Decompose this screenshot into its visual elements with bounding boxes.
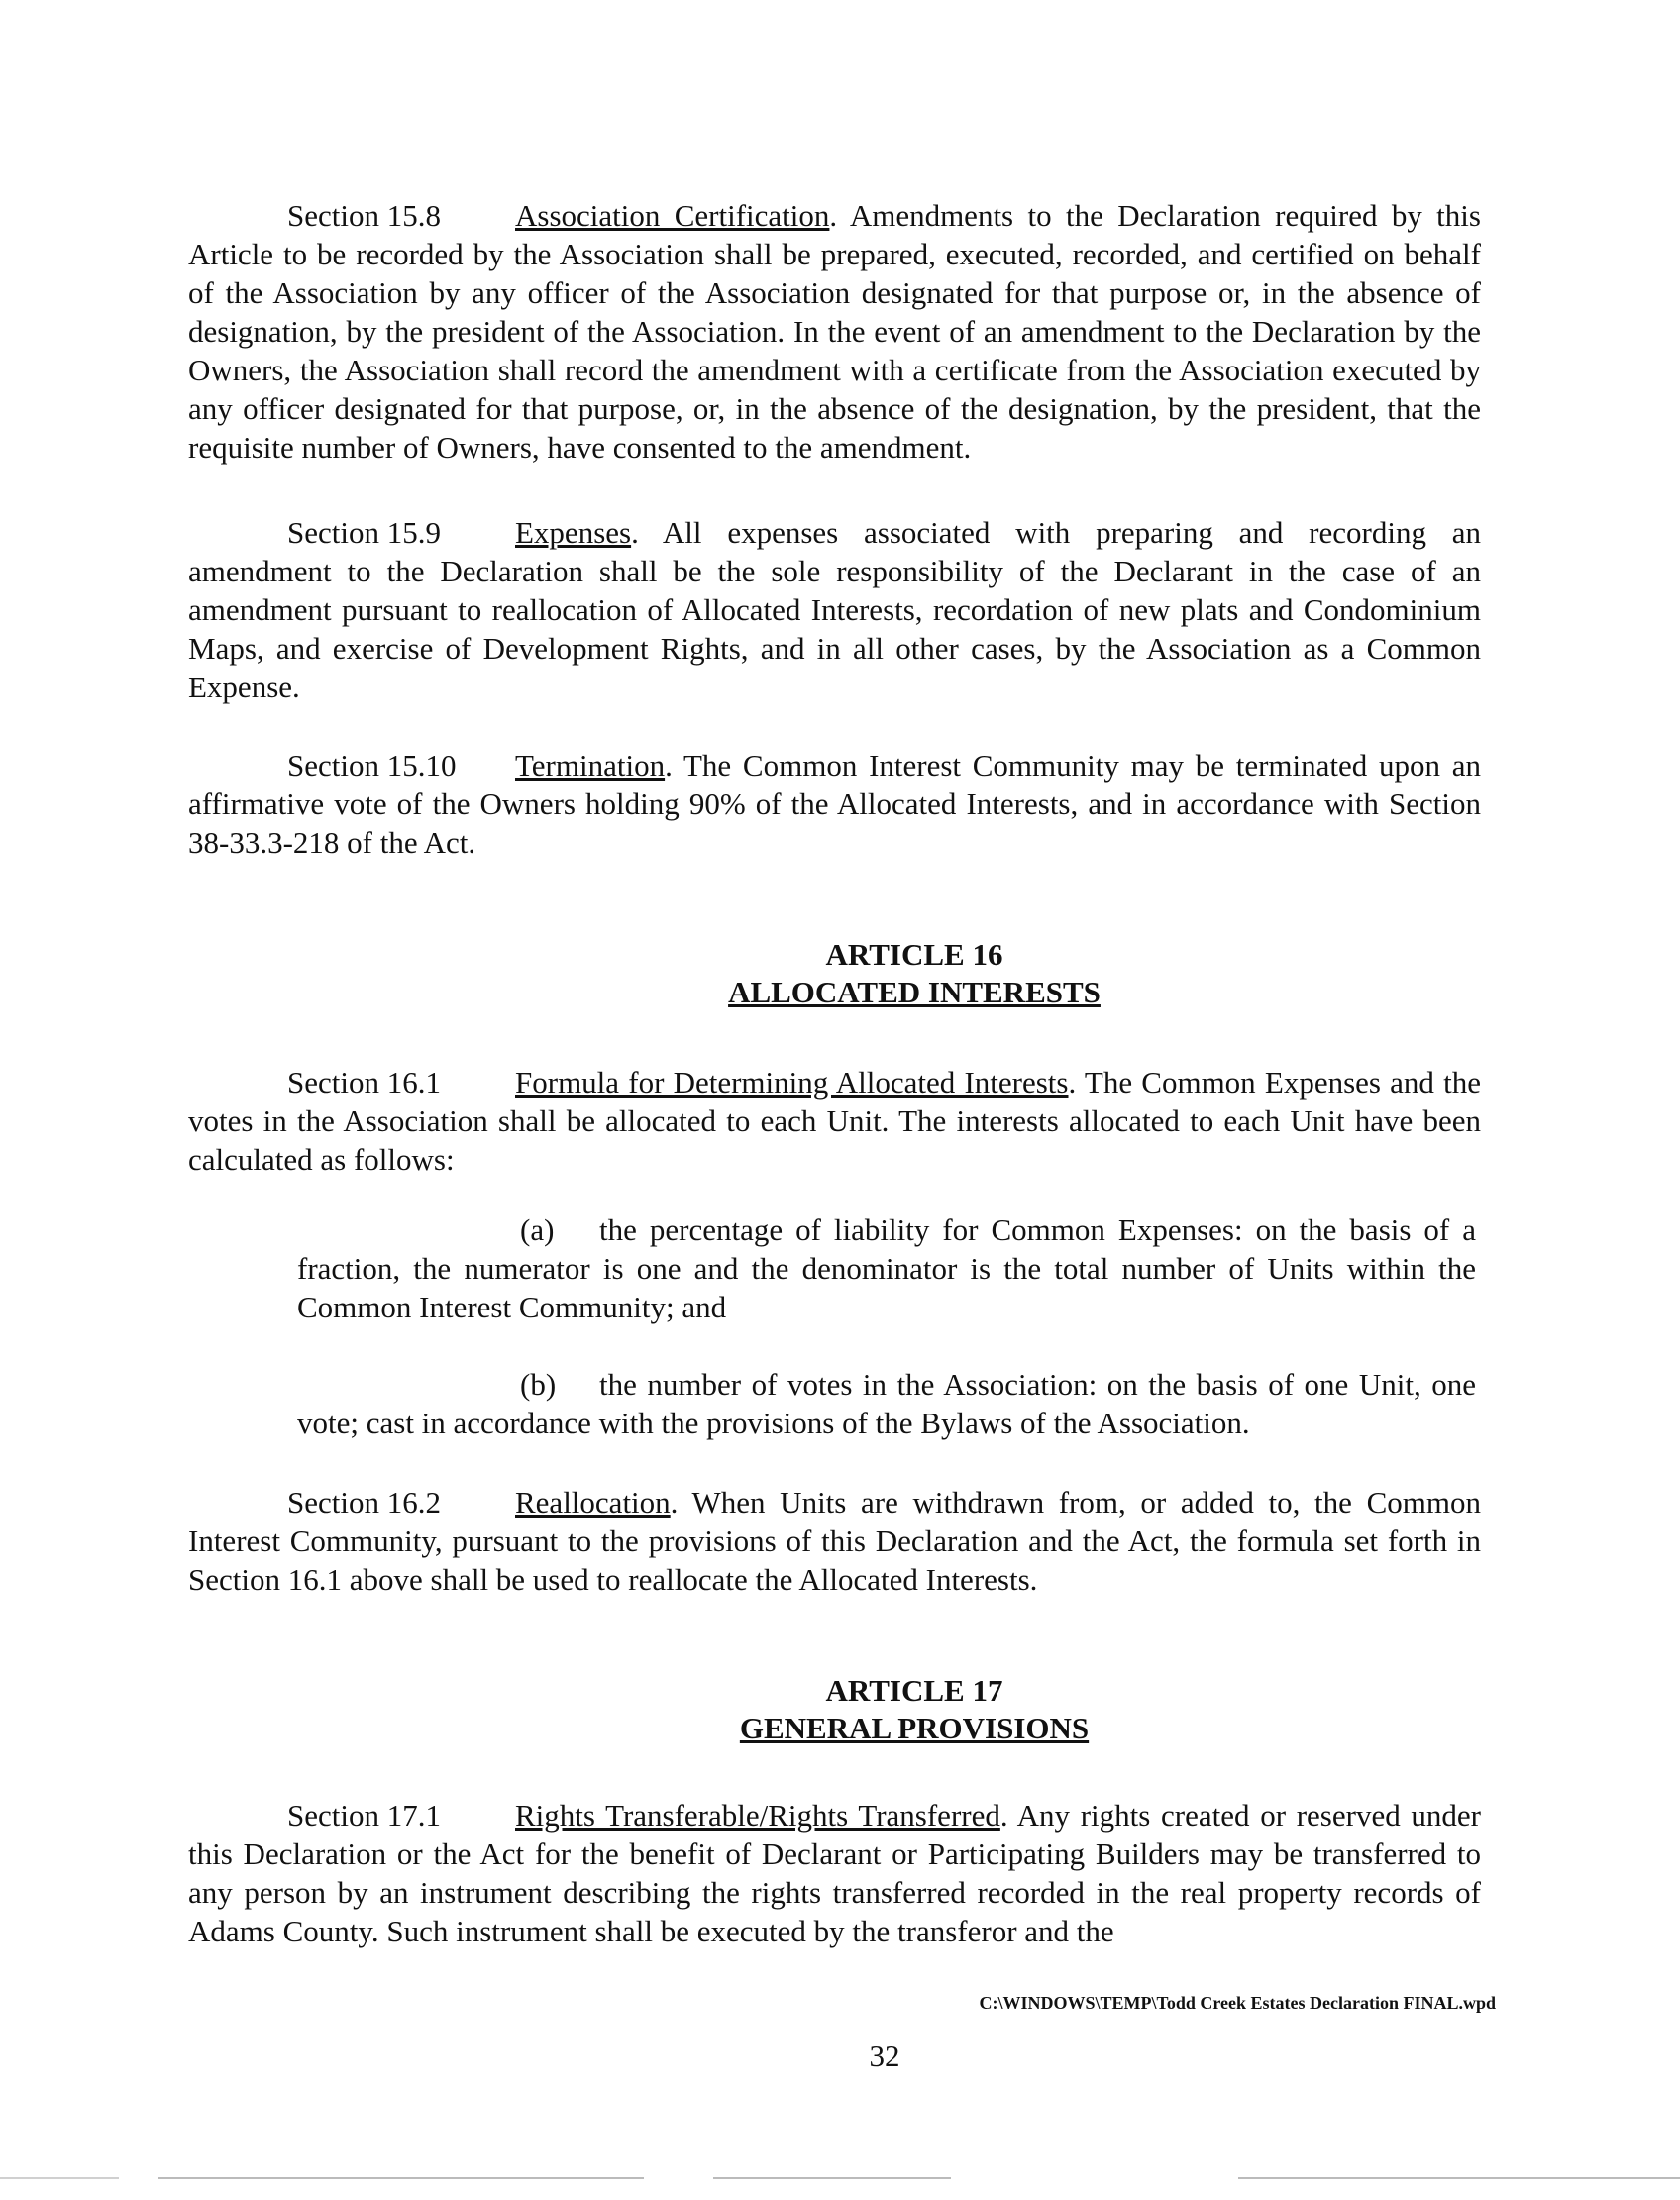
item-label: (a) — [520, 1212, 555, 1247]
footer-file-path: C:\WINDOWS\TEMP\Todd Creek Estates Declaration FINAL.wpd — [979, 1993, 1496, 2013]
section-title: Formula for Determining Allocated Interests — [515, 1065, 1069, 1100]
section-number: Section 15.9 — [287, 515, 441, 550]
section-body: . The Common Interest Community may be terminated upon an affirmative vote of the Owners holding 90% of the Allocated Interests, and in accordance with Section 38-33.3-218 of the Act. — [188, 748, 1481, 860]
section-16-1 — [188, 1063, 1481, 1179]
page-number: 32 — [869, 2039, 900, 2073]
section-number: Section 16.2 — [287, 1485, 441, 1519]
section-title: Reallocation — [515, 1485, 671, 1519]
article-17-heading — [0, 1672, 1680, 1747]
section-number: Section 17.1 — [287, 1798, 441, 1833]
scan-artifact — [1238, 2177, 1680, 2179]
section-title: Rights Transferable/Rights Transferred — [515, 1798, 1000, 1833]
section-number: Section 15.8 — [287, 198, 441, 233]
item-label: (b) — [520, 1367, 557, 1402]
article-title: ALLOCATED INTERESTS — [728, 975, 1101, 1009]
scan-artifact — [158, 2177, 644, 2179]
section-15-10 — [188, 746, 1481, 862]
list-item-b — [297, 1365, 1476, 1442]
section-16-2 — [188, 1483, 1481, 1599]
article-number: ARTICLE 17 — [825, 1673, 1003, 1708]
article-16-heading — [0, 936, 1680, 1011]
section-number: Section 16.1 — [287, 1065, 441, 1100]
scan-artifact — [713, 2177, 951, 2179]
section-body: . Any rights created or reserved under this Declaration or the Act for the benefit of Declarant or Participating Builders may be transferred to any person by an instrument describing the rights transferred recorded in the real property records of Adams County. Such instrument shall be executed by the transferor and the — [188, 1798, 1481, 1948]
article-title: GENERAL PROVISIONS — [739, 1711, 1090, 1745]
section-17-1 — [188, 1796, 1481, 1950]
section-body: . Amendments to the Declaration required by this Article to be recorded by the Association shall be prepared, executed, recorded, and certified on behalf of the Association by any officer of the Association designated for that purpose or, in the absence of designation, by the president of the Association. In the event of an amendment to the Declaration by the Owners, the Association shall record the amendment with a certificate from the Association executed by any officer designated for that purpose, or, in the absence of the designation, by the president, that the requisite number of Owners, have consented to the amendment. — [188, 198, 1481, 465]
section-title: Termination — [515, 748, 666, 783]
item-text: the number of votes in the Association: on the basis of one Unit, one vote; cast in accordance with the provisions of the Bylaws of the Association. — [297, 1367, 1476, 1440]
section-15-9 — [188, 513, 1481, 706]
section-number: Section 15.10 — [287, 748, 457, 783]
section-body: . All expenses associated with preparing and recording an amendment to the Declaration shall be the sole responsibility of the Declarant in the case of an amendment pursuant to reallocation of Allocated Interests, recordation of new plats and Condominium Maps, and exercise of Development Rights, and in all other cases, by the Association as a Common Expense. — [188, 515, 1481, 704]
section-15-8 — [188, 196, 1481, 467]
section-title: Association Certification — [515, 198, 830, 233]
section-body: . When Units are withdrawn from, or added to, the Common Interest Community, pursuant to the provisions of this Declaration and the Act, the formula set forth in Section 16.1 above shall be used to reallocate the Allocated Interests. — [188, 1485, 1481, 1597]
article-number: ARTICLE 16 — [825, 937, 1003, 972]
item-text: the percentage of liability for Common Expenses: on the basis of a fraction, the numerator is one and the denominator is the total number of Units within the Common Interest Community; and — [297, 1212, 1476, 1324]
section-body: . The Common Expenses and the votes in the Association shall be allocated to each Unit. The interests allocated to each Unit have been calculated as follows: — [188, 1065, 1481, 1177]
section-title: Expenses — [515, 515, 632, 550]
scan-artifact — [0, 2177, 119, 2179]
list-item-a — [297, 1210, 1476, 1326]
